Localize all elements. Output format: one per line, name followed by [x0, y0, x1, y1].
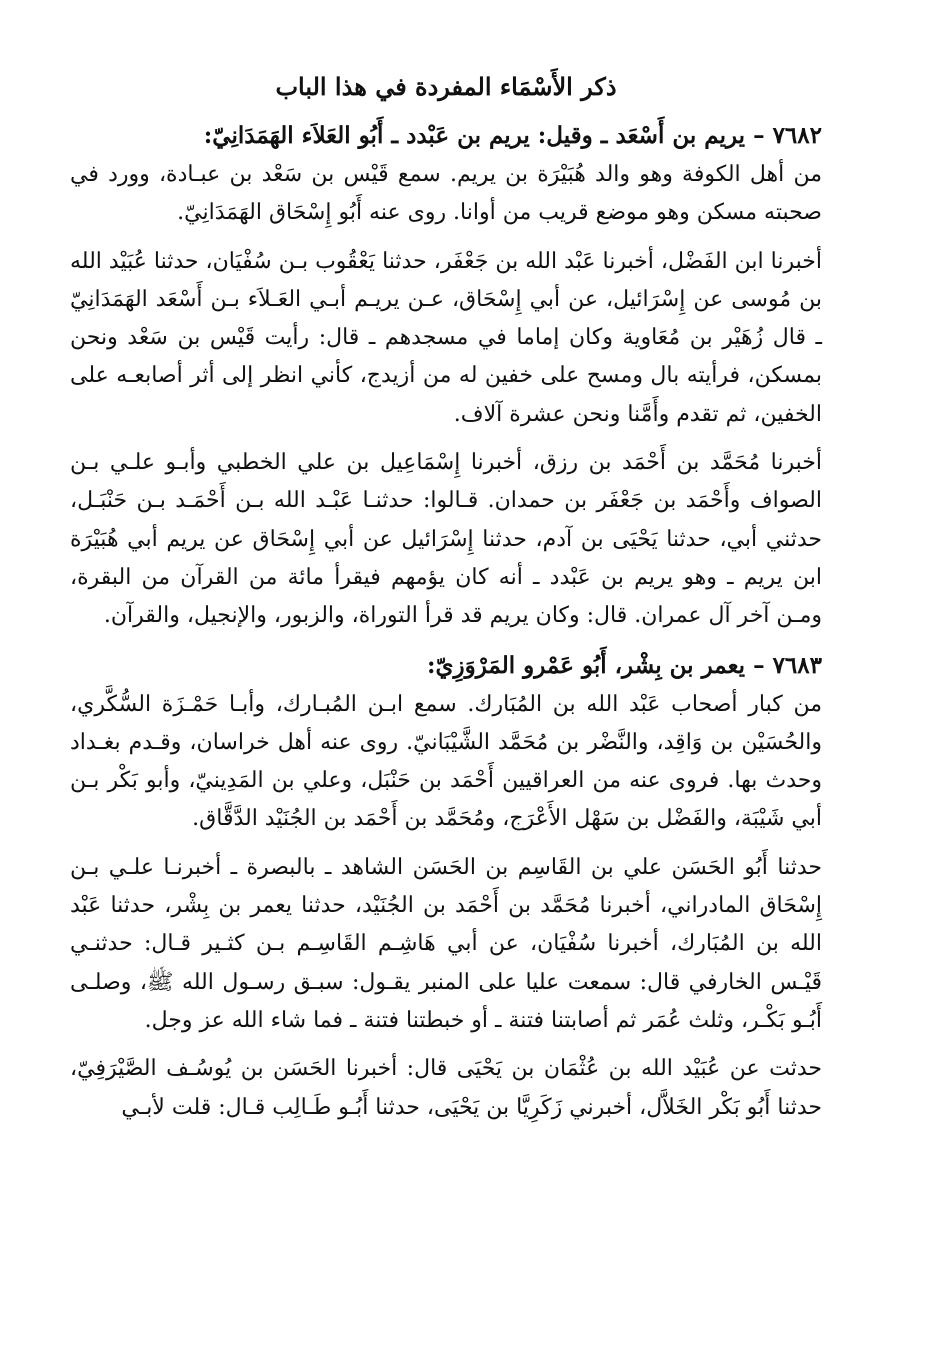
entry-7682-narration-1: أخبرنا ابن الفَضْل، أخبرنا عَبْد الله بن جَعْفَر، حدثنا يَعْقُوب بـن سُفْيَان، حدثنا عُبَيْد الله بن مُوسى عن إِسْرَائيل، عن أبي إِسْحَاق، عـن يريـم أبـي العَـلاَء بـن أَسْعَد الهَمَدَانِيّ ـ قال زُهَيْر بن مُعَاوية وكان إماما في مسجدهم ـ قال: رأيت قَيْس بن سَعْد ونحن بمسكن، فرأيته بال ومسح على خفين له من أزيدج، كأني انظر إلى أثر أصابعـه على الخفين، ثم تقدم وأَمَّنا ونحن عشرة آلاف. [70, 248, 822, 427]
section-title: ذكر الأَسْمَاء المفردة في هذا الباب [275, 72, 617, 101]
entry-7683-intro: من كبار أصحاب عَبْد الله بن المُبَارك. سمع ابـن المُبـارك، وأبـا حَمْـزَة السُّكَّري، والحُسَيْن بن وَاقِد، والنَّضْر بن مُحَمَّد الشَّيْبَانيّ. روى عنه أهل خراسان، وقـدم بغـداد وحدث بها. فروى عنه من العراقيين أَحْمَد بن حَنْبَل، وعلي بن المَدِينيّ، وأبو بَكْر بـن أبي شَيْبَة، والفَضْل بن سَهْل الأَعْرَج، ومُحَمَّد بن أَحْمَد بن الجُنَيْد الدَّقَّاق. [70, 691, 822, 832]
document-page [70, 68, 822, 1137]
entry-7683-narration-1: حدثنا أَبُو الحَسَن علي بن القَاسِم بن الحَسَن الشاهد ـ بالبصرة ـ أخبرنـا علـي بـن إِسْحَاق المادراني، أخبرنا مُحَمَّد بن أَحْمَد بن الجُنَيْد، حدثنا يعمر بن بِشْر، حدثنا عَبْد الله بن المُبَارك، أخبرنا سُفْيَان، عن أبي هَاشِـم القَاسِـم بـن كثـير قـال: حدثنـي قَيْـس الخارفي قال: سمعت عليا على المنبر يقـول: سبـق رسـول الله ﷺ، وصلـى أَبُـو بَكْـر، وثلث عُمَر ثم أصابتنا فتنة ـ أو خبطتنا فتنة ـ فما شاء الله عز وجل. [70, 854, 822, 1033]
entry-heading-7683: ٧٦٨٣ – يعمر بن بِشْر، أَبُو عَمْرو المَرْوَزِيّ: [427, 651, 822, 679]
entry-7683-narration-2: حدثت عن عُبَيْد الله بن عُثْمَان بن يَحْيَى قال: أخبرنا الحَسَن بن يُوسُـف الصَّيْرَفِيّ، حدثنا أَبُو بَكْر الخَلاَّل، أخبرني زَكَرِيَّا بن يَحْيَى، حدثنا أَبُـو طَـالِب قـال: قلت لأبـي [70, 1056, 822, 1120]
entry-heading-7682: ٧٦٨٢ – يريم بن أَسْعَد ـ وقيل: يريم بن عَبْدد ـ أَبُو العَلاَء الهَمَدَانِيّ: [203, 122, 822, 149]
entry-7682-intro: من أهل الكوفة وهو والد هُبَيْرَة بن يريم. سمع قَيْس بن سَعْد بن عبـادة، وورد في صحبته مسكن وهو موضع قريب من أوانا. روى عنه أَبُو إِسْحَاق الهَمَدَانِيّ. [70, 162, 822, 226]
entry-7682-narration-2: أخبرنا مُحَمَّد بن أَحْمَد بن رزق، أخبرنا إِسْمَاعِيل بن علي الخطبي وأبـو علـي بـن الصواف وأَحْمَد بن جَعْفَر بن حمدان. قـالوا: حدثنـا عَبْـد الله بـن أَحْمَـد بـن حَنْبَـل، حدثني أبي، حدثنا يَحْيَى بن آدم، حدثنا إِسْرَائيل عن أبي إِسْحَاق عن يريم أبي هُبَيْرَة ابن يريم ـ وهو يريم بن عَبْدد ـ أنه كان يؤمهم فيقرأ مائة من القرآن من البقرة، ومـن آخر آل عمران. قال: وكان يريم قد قرأ التوراة، والزبور، والإنجيل، والقرآن. [70, 450, 822, 629]
